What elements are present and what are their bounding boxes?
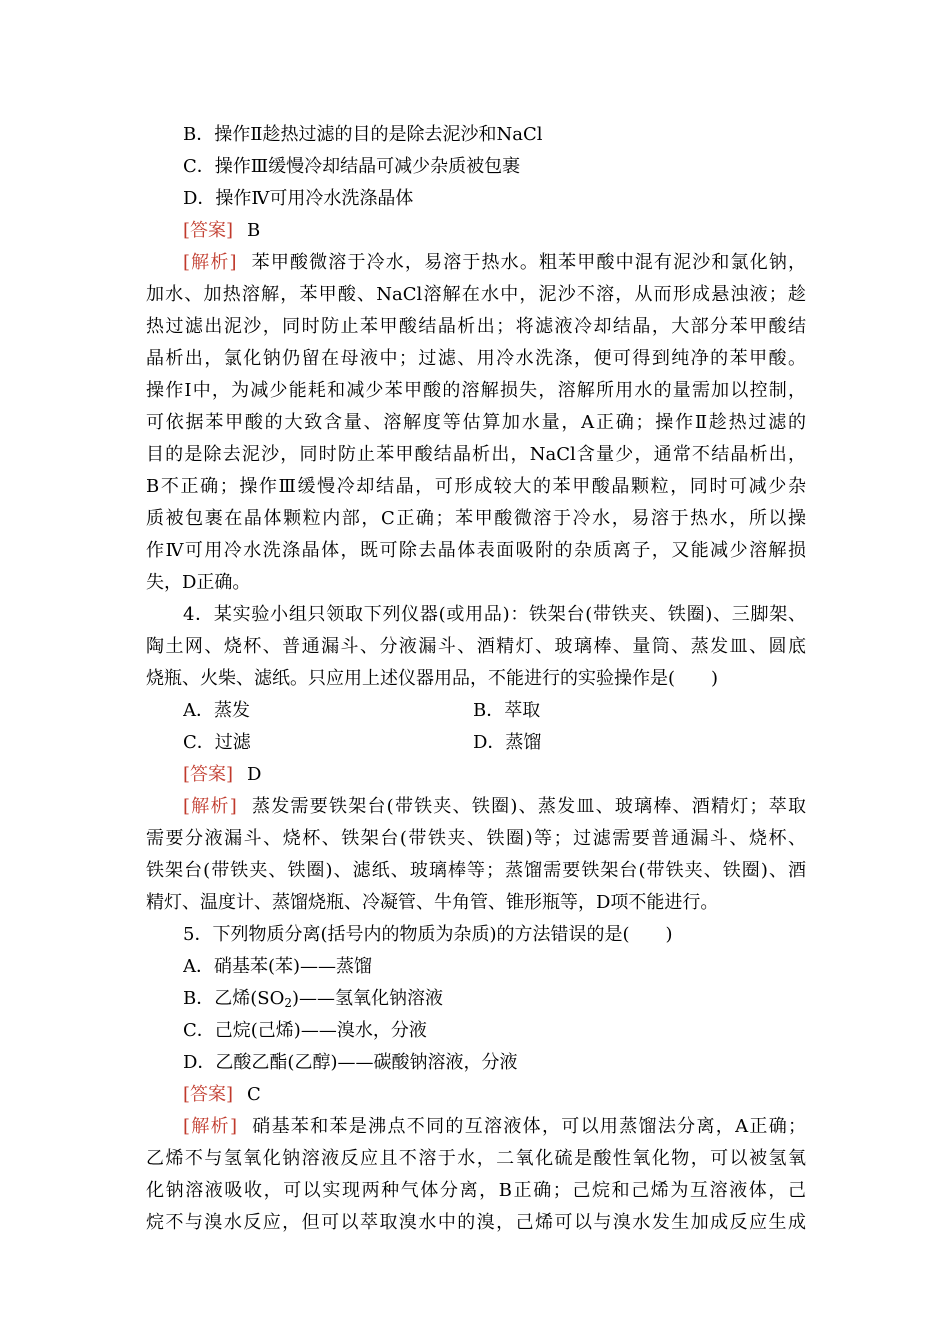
q3-option-c: C．操作Ⅲ缓慢冷却结晶可减少杂质被包裹	[183, 156, 521, 177]
q3-analysis-line-4: 晶析出，氯化钠仍留在母液中；过滤、用冷水洗涤，便可得到纯净的苯甲酸。	[146, 348, 806, 369]
q4-answer	[183, 759, 806, 791]
answer-tag: [答案]	[183, 764, 234, 785]
q3-analysis-line-2: 加水、加热溶解，苯甲酸、NaCl溶解在水中，泥沙不溶，从而形成悬浊液；趁	[146, 284, 806, 305]
q4-option-c: C．过滤	[183, 732, 251, 753]
q3-analysis-line-7: 目的是除去泥沙，同时防止苯甲酸结晶析出，NaCl含量少，通常不结晶析出，	[146, 444, 806, 465]
subscript: 2	[284, 996, 292, 1010]
analysis-text: 苯甲酸微溶于冷水，易溶于热水。粗苯甲酸中混有泥沙和氯化钠，	[250, 252, 806, 273]
analysis-text: 硝基苯和苯是沸点不同的互溶液体，可以用蒸馏法分离，A正确；	[250, 1116, 806, 1137]
q3-analysis-line-6: 可依据苯甲酸的大致含量、溶解度等估算加水量，A正确；操作Ⅱ趁热过滤的	[146, 412, 806, 433]
q4-analysis-line-4: 精灯、温度计、蒸馏烧瓶、冷凝管、牛角管、锥形瓶等，D项不能进行。	[146, 892, 719, 913]
q4-option-a: A．蒸发	[183, 700, 250, 721]
answer-tag: [答案]	[183, 1084, 234, 1105]
analysis-tag: [解析]	[183, 252, 237, 273]
q4-option-d: D．蒸馏	[473, 732, 542, 753]
q5-analysis-line-3: 化钠溶液吸收，可以实现两种气体分离，B正确；己烷和己烯为互溶液体，己	[146, 1180, 806, 1201]
option-text: B．乙烯(SO	[183, 988, 285, 1009]
q5-analysis-line-2: 乙烯不与氢氧化钠溶液反应且不溶于水，二氧化硫是酸性氧化物，可以被氢氧	[146, 1148, 806, 1169]
q3-analysis-line-10: 作Ⅳ可用冷水洗涤晶体，既可除去晶体表面吸附的杂质离子，又能减少溶解损	[146, 540, 806, 561]
q3-analysis-line-9: 质被包裹在晶体颗粒内部，C正确；苯甲酸微溶于冷水，易溶于热水，所以操	[146, 508, 806, 529]
q4-option-b: B．萃取	[473, 700, 541, 721]
answer-value: B	[247, 220, 261, 241]
option-text: )——氢氧化钠溶液	[291, 988, 444, 1009]
analysis-tag: [解析]	[183, 1116, 237, 1137]
q3-analysis-line-1	[183, 247, 806, 279]
q5-stem: 5．下列物质分离(括号内的物质为杂质)的方法错误的是( )	[183, 924, 673, 945]
q4-analysis-line-3: 铁架台(带铁夹、铁圈)、滤纸、玻璃棒等；蒸馏需要铁架台(带铁夹、铁圈)、酒	[146, 860, 806, 881]
q3-answer	[183, 215, 806, 247]
q3-analysis-line-11: 失，D正确。	[146, 572, 251, 593]
q5-option-a: A．硝基苯(苯)——蒸馏	[183, 956, 373, 977]
q3-option-b: B．操作Ⅱ趁热过滤的目的是除去泥沙和NaCl	[183, 124, 543, 145]
q4-stem-line-3: 烧瓶、火柴、滤纸。只应用上述仪器用品，不能进行的实验操作是( )	[146, 668, 719, 689]
q3-analysis-line-5: 操作Ⅰ中，为减少能耗和减少苯甲酸的溶解损失，溶解所用水的量需加以控制，	[146, 380, 806, 401]
analysis-tag: [解析]	[183, 796, 237, 817]
analysis-text: 蒸发需要铁架台(带铁夹、铁圈)、蒸发皿、玻璃棒、酒精灯；萃取	[250, 796, 806, 817]
q4-stem-line-2: 陶土网、烧杯、普通漏斗、分液漏斗、酒精灯、玻璃棒、量筒、蒸发皿、圆底	[146, 636, 806, 657]
q5-analysis-line-1	[183, 1111, 806, 1143]
q5-answer	[183, 1079, 806, 1111]
q5-option-d: D．乙酸乙酯(乙醇)——碳酸钠溶液，分液	[183, 1052, 518, 1073]
q4-analysis-line-1	[183, 791, 806, 823]
q5-option-c: C．己烷(己烯)——溴水，分液	[183, 1020, 427, 1041]
q5-analysis-line-4: 烷不与溴水反应，但可以萃取溴水中的溴，己烯可以与溴水发生加成反应生成	[146, 1212, 806, 1233]
q4-analysis-line-2: 需要分液漏斗、烧杯、铁架台(带铁夹、铁圈)等；过滤需要普通漏斗、烧杯、	[146, 828, 806, 849]
q3-analysis-line-8: B不正确；操作Ⅲ缓慢冷却结晶，可形成较大的苯甲酸晶颗粒，同时可减少杂	[146, 476, 806, 497]
q3-analysis-line-3: 热过滤出泥沙，同时防止苯甲酸结晶析出；将滤液冷却结晶，大部分苯甲酸结	[146, 316, 806, 337]
q4-stem-line-1: 4．某实验小组只领取下列仪器(或用品)：铁架台(带铁夹、铁圈)、三脚架、	[183, 604, 806, 625]
q3-option-d: D．操作Ⅳ可用冷水洗涤晶体	[183, 188, 414, 209]
answer-tag: [答案]	[183, 220, 234, 241]
answer-value: D	[247, 764, 262, 785]
answer-value: C	[247, 1084, 261, 1105]
q5-option-b	[183, 983, 806, 1015]
